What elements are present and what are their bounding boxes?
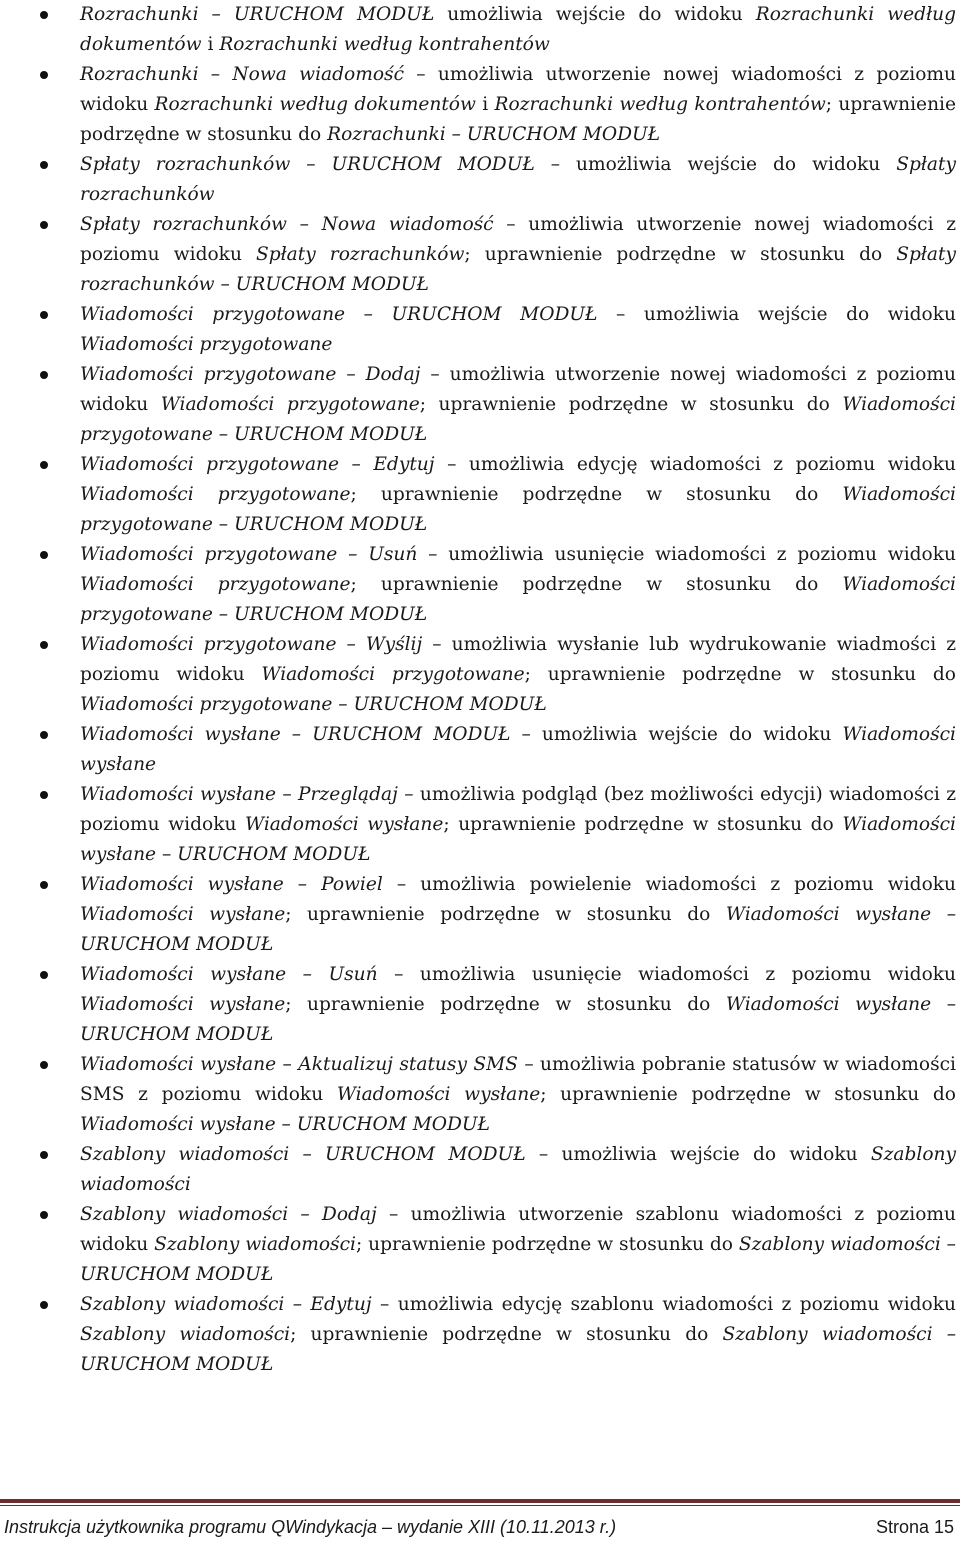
- bullet-icon: [40, 551, 48, 559]
- italic-term: Rozrachunki według dokumentów: [154, 94, 476, 115]
- italic-term: Rozrachunki według dokumentów: [80, 4, 956, 55]
- italic-term: Rozrachunki – Nowa wiadomość: [80, 64, 404, 85]
- bullet-icon: [40, 881, 48, 889]
- list-item: [0, 1290, 960, 1380]
- list-item-text: [80, 214, 956, 295]
- text-run: – umożliwia wysłanie lub wydrukowanie wiadmości z poziomu widoku: [80, 634, 956, 685]
- italic-term: Wiadomości przygotowane – Usuń: [80, 544, 418, 565]
- text-run: – umożliwia edycję wiadomości z poziomu widoku: [434, 454, 956, 475]
- italic-term: Wiadomości przygotowane – URUCHOM MODUŁ: [80, 304, 598, 325]
- list-item-text: [80, 874, 956, 955]
- list-item: [0, 960, 960, 1050]
- text-run: ; uprawnienie podrzędne w stosunku do: [285, 994, 726, 1015]
- list-item-text: [80, 4, 956, 55]
- list-item-text: [80, 454, 956, 535]
- bullet-icon: [40, 161, 48, 169]
- bullet-icon: [40, 11, 48, 19]
- italic-term: Spłaty rozrachunków – URUCHOM MODUŁ: [80, 154, 535, 175]
- text-run: ; uprawnienie podrzędne w stosunku do: [355, 1234, 739, 1255]
- list-item-text: [80, 634, 956, 715]
- bullet-icon: [40, 461, 48, 469]
- italic-term: Wiadomości wysłane – Przeglądaj: [80, 784, 398, 805]
- italic-term: Wiadomości wysłane – URUCHOM MODUŁ: [80, 724, 511, 745]
- list-item: [0, 300, 960, 360]
- list-item: [0, 210, 960, 300]
- italic-term: Wiadomości wysłane: [336, 1084, 541, 1105]
- italic-term: Spłaty rozrachunków: [256, 244, 465, 265]
- text-run: – umożliwia utworzenie szablonu wiadomości z poziomu widoku: [80, 1204, 956, 1255]
- italic-term: Wiadomości wysłane: [80, 994, 286, 1015]
- list-item-text: [80, 1144, 956, 1195]
- text-run: – umożliwia usunięcie wiadomości z poziomu widoku: [377, 964, 956, 985]
- text-run: – umożliwia pobranie statusów w wiadomości SMS z poziomu widoku: [80, 1054, 957, 1105]
- bullet-icon: [40, 641, 48, 649]
- text-run: ; uprawnienie podrzędne w stosunku do: [350, 484, 843, 505]
- list-item-text: [80, 1054, 956, 1135]
- bullet-icon: [40, 1061, 48, 1069]
- italic-term: Rozrachunki – URUCHOM MODUŁ: [327, 124, 661, 145]
- list-item-text: [80, 64, 956, 145]
- text-run: – umożliwia wejście do widoku: [525, 1144, 871, 1165]
- italic-term: Szablony wiadomości: [80, 1324, 291, 1345]
- text-run: ; uprawnienie podrzędne w stosunku do: [540, 1084, 957, 1105]
- text-run: – umożliwia edycję szablonu wiadomości z poziomu widoku: [371, 1294, 956, 1315]
- italic-term: Wiadomości wysłane – URUCHOM MODUŁ: [80, 814, 956, 865]
- italic-term: Wiadomości wysłane – URUCHOM MODUŁ: [80, 1114, 490, 1135]
- list-item-text: [80, 364, 956, 445]
- list-item: [0, 1200, 960, 1290]
- list-item-text: [80, 154, 956, 205]
- italic-term: Rozrachunki – URUCHOM MODUŁ: [80, 4, 435, 25]
- list-item: [0, 360, 960, 450]
- list-item: [0, 1140, 960, 1200]
- list-item: [0, 150, 960, 210]
- text-run: i: [201, 34, 220, 55]
- italic-term: Wiadomości wysłane: [245, 814, 444, 835]
- list-item: [0, 1050, 960, 1140]
- italic-term: Szablony wiadomości – URUCHOM MODUŁ: [80, 1234, 956, 1285]
- italic-term: Rozrachunki według kontrahentów: [494, 94, 826, 115]
- text-run: – umożliwia utworzenie nowej wiadomości z poziomu widoku: [80, 64, 956, 115]
- italic-term: Wiadomości przygotowane – Dodaj: [80, 364, 421, 385]
- text-run: ; uprawnienie podrzędne w stosunku do: [524, 664, 956, 685]
- text-run: ; uprawnienie podrzędne w stosunku do: [419, 394, 843, 415]
- italic-term: Wiadomości wysłane – URUCHOM MODUŁ: [80, 994, 956, 1045]
- list-item: [0, 60, 960, 150]
- text-run: ; uprawnienie podrzędne w stosunku do: [350, 574, 843, 595]
- italic-term: Wiadomości przygotowane: [160, 394, 420, 415]
- list-item: [0, 450, 960, 540]
- italic-term: Wiadomości wysłane – URUCHOM MODUŁ: [80, 904, 956, 955]
- list-item-text: [80, 1204, 956, 1285]
- text-run: – umożliwia wejście do widoku: [534, 154, 897, 175]
- italic-term: Wiadomości przygotowane – URUCHOM MODUŁ: [80, 574, 956, 625]
- bullet-icon: [40, 371, 48, 379]
- bullet-icon: [40, 71, 48, 79]
- italic-term: Spłaty rozrachunków – URUCHOM MODUŁ: [80, 244, 956, 295]
- bullet-icon: [40, 791, 48, 799]
- italic-term: Wiadomości wysłane – Usuń: [80, 964, 378, 985]
- italic-term: Wiadomości wysłane – Aktualizuj statusy SMS: [80, 1054, 518, 1075]
- italic-term: Spłaty rozrachunków: [80, 154, 956, 205]
- list-item: [0, 0, 960, 60]
- text-run: – umożliwia powielenie wiadomości z poziomu widoku: [382, 874, 957, 895]
- list-item: [0, 870, 960, 960]
- text-run: ; uprawnienie podrzędne w stosunku do: [290, 1324, 723, 1345]
- bullet-icon: [40, 731, 48, 739]
- text-run: ; uprawnienie podrzędne w stosunku do: [285, 904, 726, 925]
- footer-page-number: Strona 15: [875, 1517, 954, 1537]
- text-run: – umożliwia podgląd (bez możliwości edycji) wiadomości z poziomu widoku: [80, 784, 956, 835]
- list-item-text: [80, 964, 956, 1045]
- list-item: [0, 720, 960, 780]
- italic-term: Wiadomości przygotowane: [80, 334, 333, 355]
- bullet-icon: [40, 311, 48, 319]
- footer-document-title: Instrukcja użytkownika programu QWindykacja – wydanie XIII (10.11.2013 r.): [4, 1517, 617, 1537]
- text-run: – umożliwia wejście do widoku: [597, 304, 956, 325]
- text-run: umożliwia wejście do widoku: [434, 4, 756, 25]
- italic-term: Szablony wiadomości – Edytuj: [80, 1294, 372, 1315]
- text-run: ; uprawnienie podrzędne w stosunku do: [80, 94, 956, 145]
- bullet-icon: [40, 221, 48, 229]
- italic-term: Szablony wiadomości: [80, 1144, 957, 1195]
- italic-term: Wiadomości przygotowane – Edytuj: [80, 454, 435, 475]
- italic-term: Wiadomości przygotowane – URUCHOM MODUŁ: [80, 484, 956, 535]
- bullet-icon: [40, 1151, 48, 1159]
- italic-term: Szablony wiadomości: [154, 1234, 356, 1255]
- list-item: [0, 780, 960, 870]
- italic-term: Szablony wiadomości – URUCHOM MODUŁ: [80, 1324, 956, 1375]
- italic-term: Wiadomości wysłane – Powiel: [80, 874, 383, 895]
- text-run: – umożliwia wejście do widoku: [510, 724, 843, 745]
- italic-term: Wiadomości wysłane: [80, 904, 286, 925]
- footer-rule: [0, 1499, 960, 1503]
- text-run: – umożliwia utworzenie nowej wiadomości z poziomu widoku: [80, 364, 957, 415]
- italic-term: Rozrachunki według kontrahentów: [219, 34, 550, 55]
- footer-rule-thin: [0, 1505, 960, 1506]
- text-run: – umożliwia utworzenie nowej wiadomości z poziomu widoku: [80, 214, 957, 265]
- list-item-text: [80, 1294, 956, 1375]
- italic-term: Szablony wiadomości – Dodaj: [80, 1204, 377, 1225]
- text-run: i: [475, 94, 495, 115]
- bullet-icon: [40, 1301, 48, 1309]
- list-item-text: [80, 304, 956, 355]
- list-item-text: [80, 724, 956, 775]
- text-run: ; uprawnienie podrzędne w stosunku do: [464, 244, 897, 265]
- italic-term: Wiadomości przygotowane: [80, 484, 351, 505]
- bullet-icon: [40, 971, 48, 979]
- italic-term: Wiadomości przygotowane – Wyślij: [80, 634, 423, 655]
- italic-term: Wiadomości przygotowane – URUCHOM MODUŁ: [80, 694, 547, 715]
- list-item-text: [80, 784, 956, 865]
- list-item: [0, 630, 960, 720]
- text-run: – umożliwia usunięcie wiadomości z poziomu widoku: [417, 544, 956, 565]
- bullet-icon: [40, 1211, 48, 1219]
- italic-term: Wiadomości przygotowane: [80, 574, 351, 595]
- italic-term: Szablony wiadomości – URUCHOM MODUŁ: [80, 1144, 526, 1165]
- italic-term: Wiadomości przygotowane: [261, 664, 525, 685]
- italic-term: Wiadomości wysłane: [80, 724, 956, 775]
- italic-term: Spłaty rozrachunków – Nowa wiadomość: [80, 214, 494, 235]
- italic-term: Wiadomości przygotowane – URUCHOM MODUŁ: [80, 394, 956, 445]
- text-run: ; uprawnienie podrzędne w stosunku do: [443, 814, 843, 835]
- list-item-text: [80, 544, 956, 625]
- list-item: [0, 540, 960, 630]
